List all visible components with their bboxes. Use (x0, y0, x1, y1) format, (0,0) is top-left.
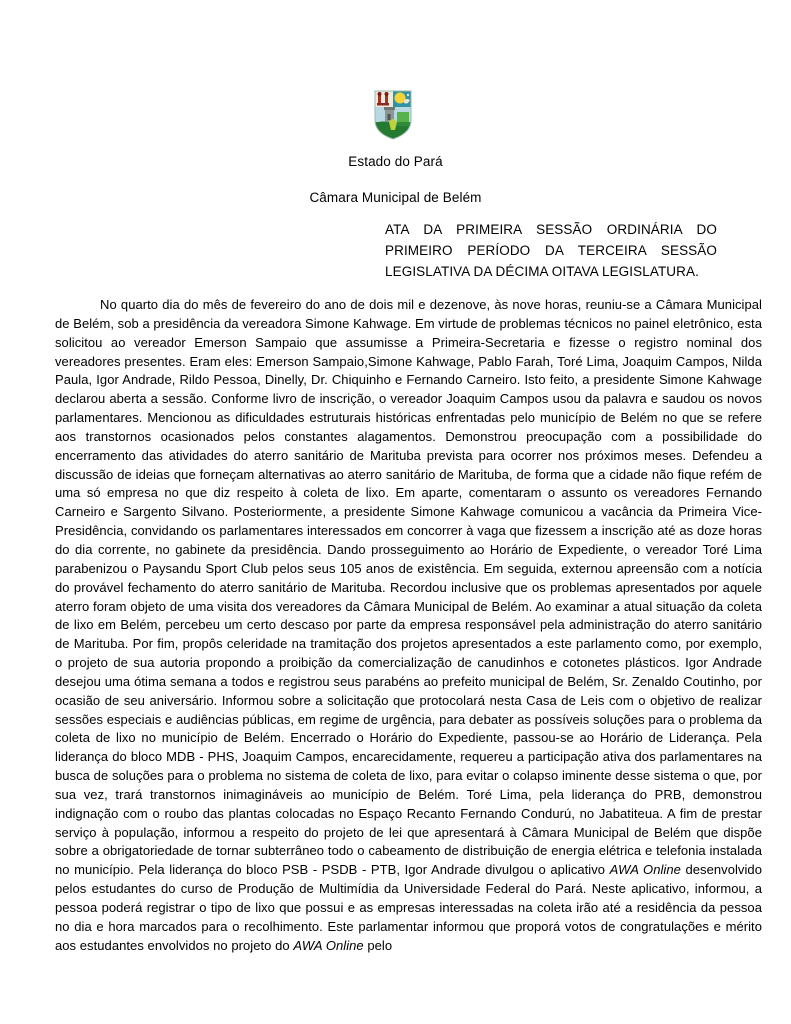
session-title: ATA DA PRIMEIRA SESSÃO ORDINÁRIA DO PRIMEIRO PERÍODO DA TERCEIRA SESSÃO LEGISLATIVA DA DÉCIMA OITAVA LEGISLATURA. (385, 222, 717, 279)
state-title: Estado do Pará (348, 154, 443, 169)
chamber-title: Câmara Municipal de Belém (309, 190, 482, 205)
coat-of-arms-icon (373, 90, 413, 140)
minutes-body-paragraph: No quarto dia do mês de fevereiro do ano de dois mil e dezenove, às nove horas, reuniu-se a Câmara Municipal de Belém, sob a presidência da vereadora Simone Kahwage. Em virtude de problemas técnicos no painel eletrônico, esta solicitou ao vereador Emerson Sampaio que assumisse a Primeira-Secretaria e fizesse o registro nominal dos vereadores presentes. Eram eles: Emerson Sampaio,Simone Kahwage, Pablo Farah, Toré Lima, Joaquim Campos, Nilda Paula, Igor Andrade, Rildo Pessoa, Dinelly, Dr. Chiquinho e Fernando Carneiro. Isto feito, a presidente Simone Kahwage declarou aberta a sessão. Conforme livro de inscrição, o vereador Joaquim Campos usou da palavra e saudou os novos parlamentares. Mencionou as dificuldades estruturais históricas enfrentadas pelo município de Belém no que se refere aos transtornos ocasionados pelos constantes alagamentos. Demonstrou preocupação com a possibilidade do encerramento das atividades do aterro sanitário de Marituba prevista para ocorrer nos próximos meses. Defendeu a discussão de ideias que forneçam alternativas ao aterro sanitário de Marituba, de forma que a cidade não fique refém de uma só empresa no que diz respeito à coleta de lixo. Em aparte, comentaram o assunto os vereadores Fernando Carneiro e Sargento Silvano. Posteriormente, a presidente Simone Kahwage comunicou a vacância da Primeira Vice-Presidência, convidando os parlamentares interessados em concorrer à vaga que fizessem a inscrição até as doze horas do dia corrente, no gabinete da presidência. Dando prosseguimento ao Horário de Expediente, o vereador Toré Lima parabenizou o Paysandu Sport Club pelos seus 105 anos de existência. Em seguida, externou apreensão com a notícia do provável fechamento do aterro sanitário de Marituba. Recordou inclusive que os problemas apresentados por aquele aterro foram objeto de uma visita dos vereadores da Câmara Municipal de Belém. Ao examinar a atual situação da coleta de lixo em Belém, percebeu um certo descaso por parte da empresa responsável pela administração do aterro sanitário de Marituba. Por fim, propôs celeridade na tramitação dos projetos apresentados a este parlamento como, por exemplo, o projeto de sua autoria propondo a proibição da comercialização de canudinhos e cotonetes plásticos. Igor Andrade desejou uma ótima semana a todos e registrou seus parabéns ao prefeito municipal de Belém, Sr. Zenaldo Coutinho, por ocasião de seu aniversário. Informou sobre a solicitação que protocolará nesta Casa de Leis com o objetivo de realizar sessões especiais e audiências públicas, em regime de urgência, para debater as possíveis soluções para o problema da coleta de lixo no município de Belém. Encerrado o Horário do Expediente, passou-se ao Horário de Liderança. Pela liderança do bloco MDB - PHS, Joaquim Campos, encarecidamente, requereu a participação ativa dos parlamentares na busca de soluções para o problema no sistema de coleta de lixo, para evitar o colapso iminente desse sistema o que, por sua vez, trará transtornos inimagináveis ao município de Belém. Toré Lima, pela liderança do PRB, demonstrou indignação com o roubo das plantas colocadas no Espaço Recanto Fernando Condurú, no Jabatiteua. A fim de prestar serviço à população, informou a respeito do projeto de lei que apresentará à Câmara Municipal de Belém que dispõe sobre a obrigatoriedade de tornar subterrâneo todo o cabeamento de distribuição de energia elétrica e telefonia instalada no município. Pela liderança do bloco PSB - PSDB - PTB, Igor Andrade divulgou o aplicativo AWA Online desenvolvido pelos estudantes do curso de Produção de Multimídia da Universidade Federal do Pará. Neste aplicativo, informou, a pessoa poderá registrar o tipo de lixo que possui e as empresas interessadas na coleta irão até a residência da pessoa no dia e hora marcados para o recolhimento. Este parlamentar informou que proporá votos de congratulações e mérito aos estudantes envolvidos no projeto do AWA Online pelo (55, 297, 762, 953)
